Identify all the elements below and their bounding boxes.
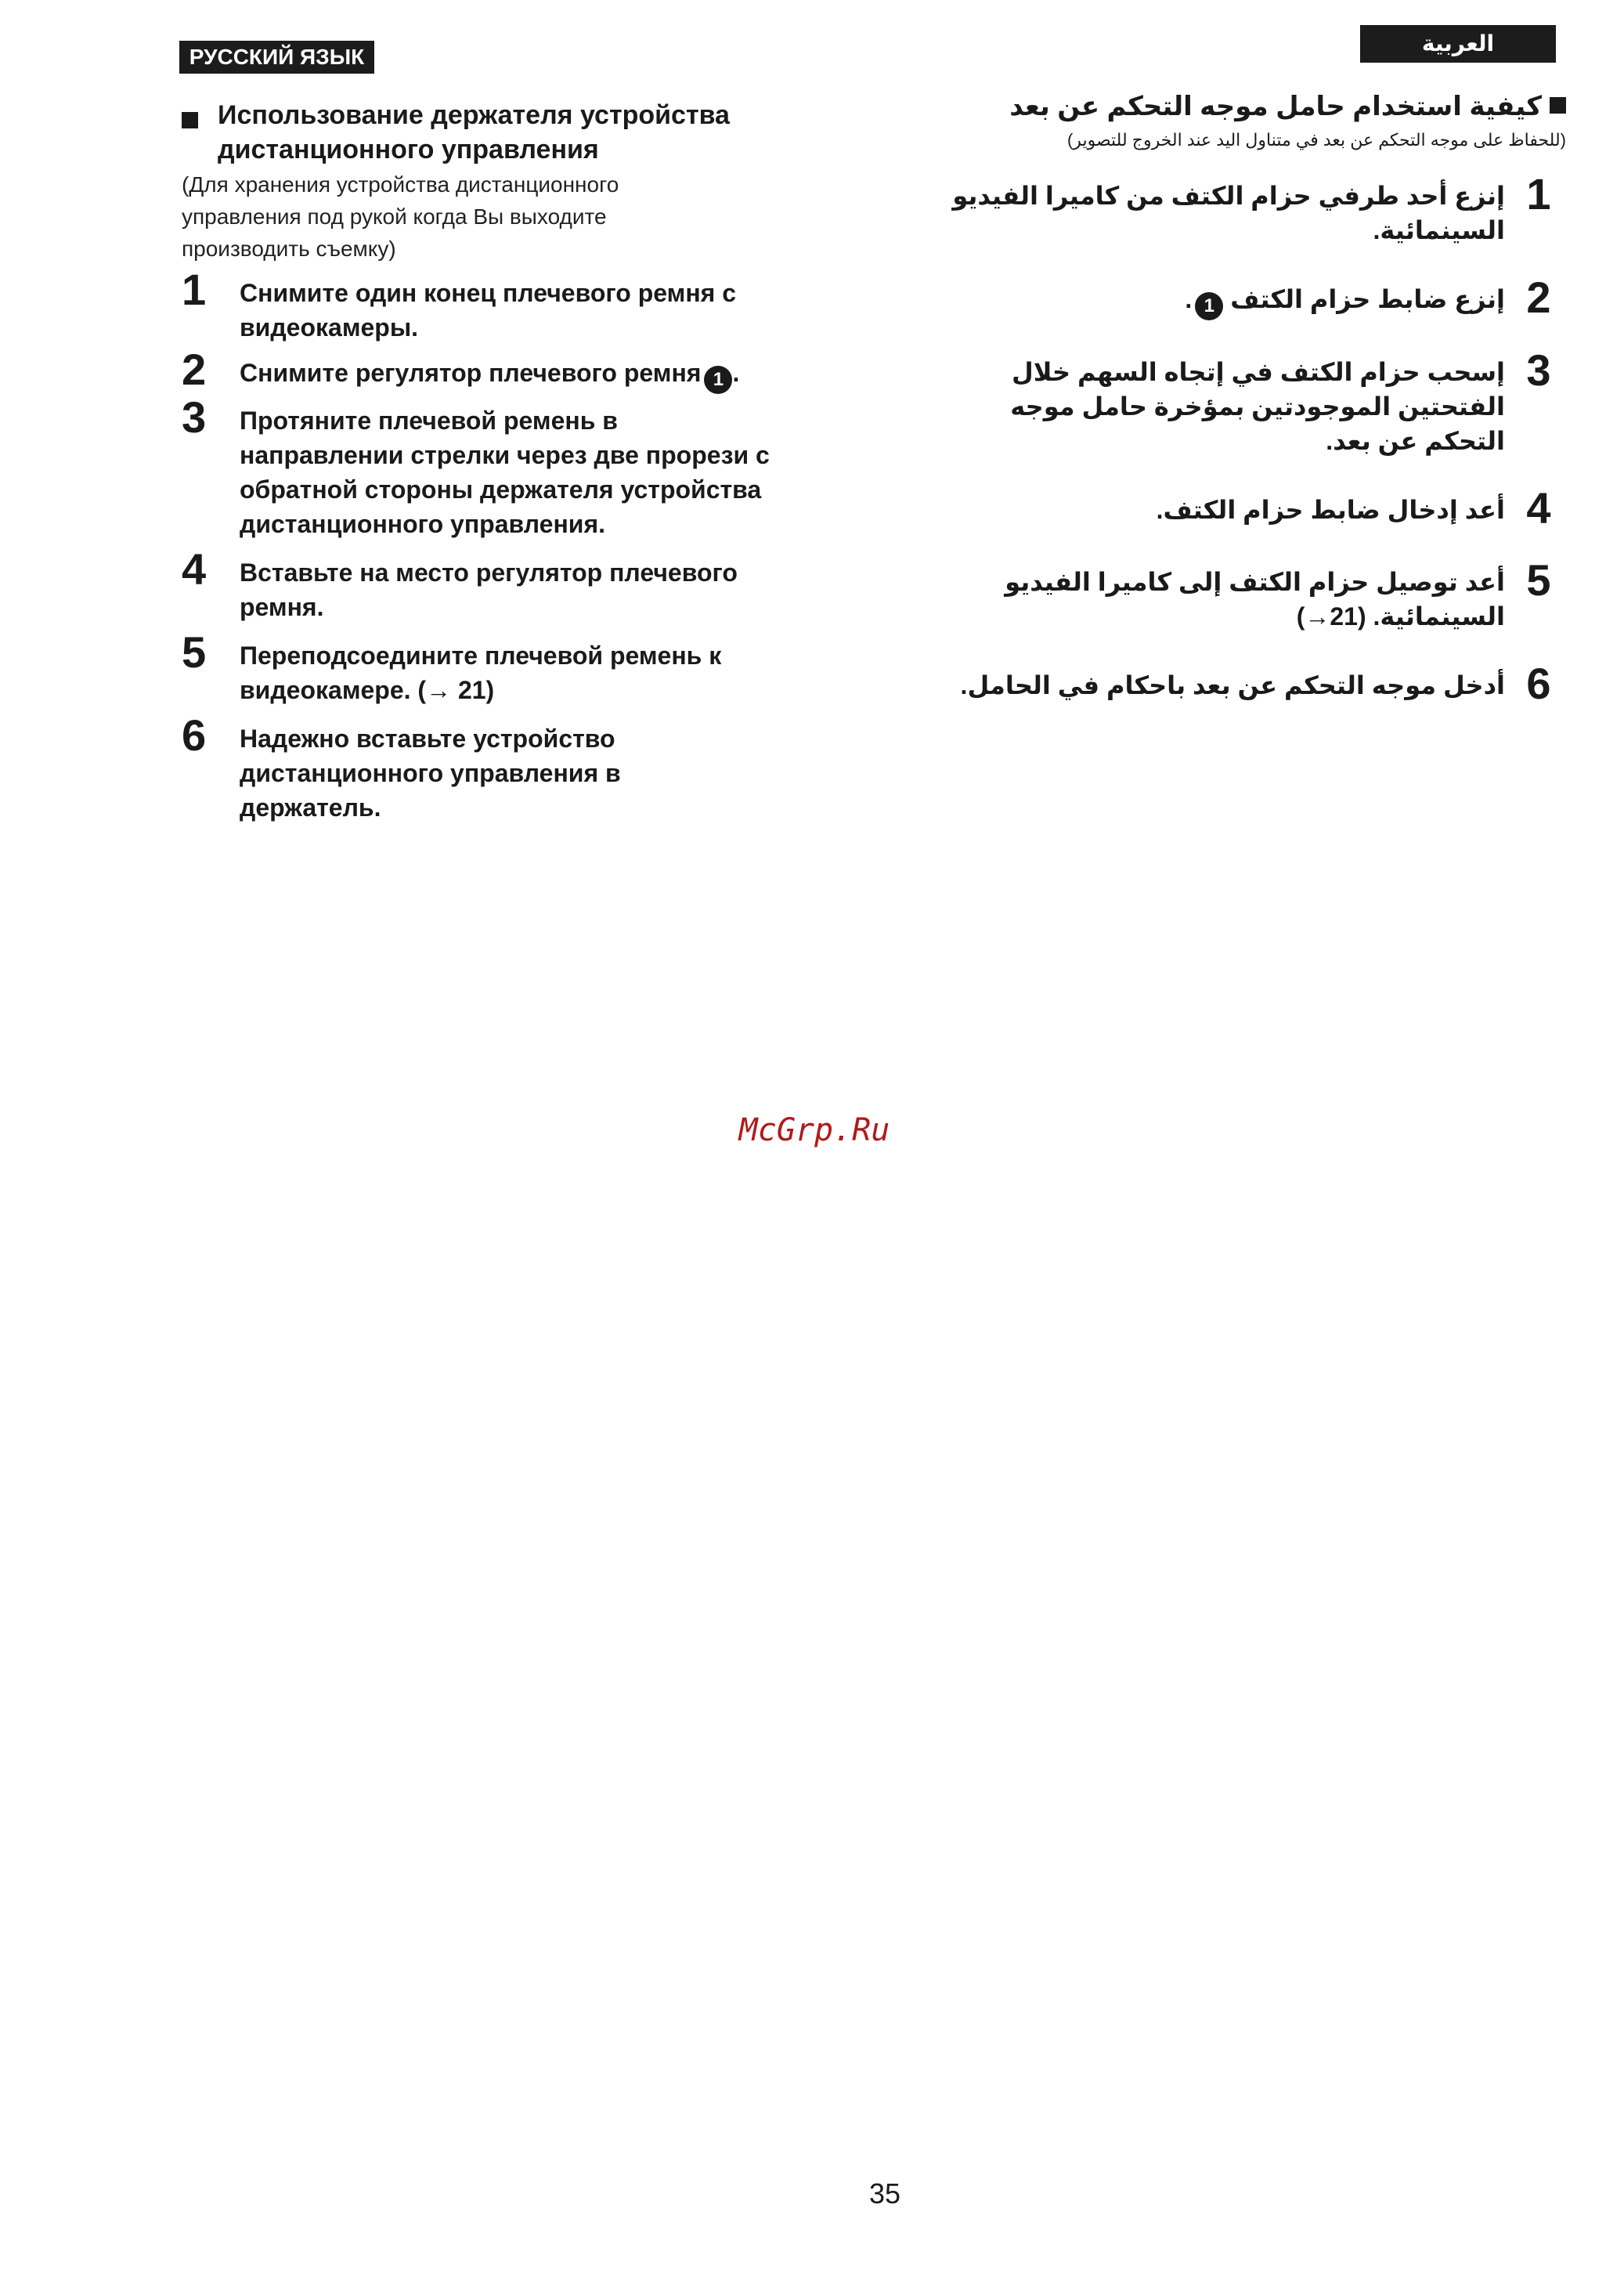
step-text: Снимите регулятор плечевого ремня [240,359,702,387]
callout-number-icon: 1 [704,366,732,394]
step-text: أعد إدخال ضابط حزام الكتف. [1156,496,1505,524]
step-text-wrapper [941,279,1511,320]
arabic-step-2 [924,273,1566,322]
arabic-step-3 [924,345,1566,458]
step-text: Протяните плечевой ремень в направлении стрелки через две прорези с обратной стороны держателя устройства дистанционного управления. [240,407,770,538]
step-text: Снимите один конец плечевого ремня с видеокамеры. [240,279,736,341]
square-bullet-icon [1550,97,1566,114]
step-number: 2 [182,345,207,394]
step-number: 3 [1526,345,1551,395]
arabic-section-header [924,88,1566,125]
step-text: إنزع أحد طرفي حزام الكتف من كاميرا الفيديو السينمائية. [952,182,1505,244]
russian-step-5 [182,627,855,707]
arabic-column [924,88,1566,706]
step-number: 3 [182,392,207,442]
russian-section-header [182,98,855,167]
step-number: 5 [1526,555,1551,605]
language-badge-russian: РУССКИЙ ЯЗЫК [179,41,374,74]
russian-step-1 [182,265,855,345]
arabic-section-note: (للحفاظ على موجه التحكم عن بعد في متناول اليد عند الخروج للتصوير) [1066,130,1566,150]
step-number: 4 [1526,483,1551,533]
step-text: إسحب حزام الكتف في إتجاه السهم خلال الفتحتين الموجودتين بمؤخرة حامل موجه التحكم عن بعد. [1010,358,1505,455]
russian-step-2 [182,345,855,394]
step-text: أعد توصيل حزام الكتف إلى كاميرا الفيديو السينمائية. (21→) [1005,568,1505,631]
step-text-end: . [1185,285,1193,313]
square-bullet-icon [182,112,198,128]
language-badge-arabic: العربية [1360,25,1556,63]
arabic-step-1 [924,169,1566,248]
russian-column [182,98,855,825]
step-number: 6 [182,710,207,760]
step-text-wrapper [240,349,850,394]
russian-step-4 [182,544,855,624]
callout-number-icon: 1 [1195,292,1223,320]
watermark-link[interactable]: McGrp.Ru [738,1112,890,1148]
step-text: Надежно вставьте устройство дистанционного управления в держатель. [240,725,621,822]
step-text-end: . [732,359,740,387]
step-text: أدخل موجه التحكم عن بعد باحكام في الحامل. [960,671,1505,699]
russian-step-6 [182,710,855,825]
step-number: 4 [182,544,207,594]
russian-step-3 [182,392,855,541]
arabic-step-4 [924,483,1566,533]
step-text: Вставьте на место регулятор плечевого ремня. [240,558,738,621]
russian-section-title: Использование держателя устройства дистанционного управления [218,100,730,164]
step-number: 5 [182,627,207,677]
arabic-step-5 [924,555,1566,634]
step-number: 1 [182,265,207,314]
step-text: إنزع ضابط حزام الكتف [1230,285,1505,313]
russian-section-note: (Для хранения устройства дистанционного управления под рукой когда Вы выходите производить съемку) [182,172,619,261]
step-number: 6 [1526,659,1551,708]
step-number: 2 [1526,273,1551,322]
arabic-step-6 [924,659,1566,708]
page-number: 35 [868,2177,901,2210]
step-text: Переподсоедините плечевой ремень к видеокамере. (→ 21) [240,641,722,704]
step-number: 1 [1526,169,1551,219]
arabic-section-title: كيفية استخدام حامل موجه التحكم عن بعد [1009,92,1542,121]
